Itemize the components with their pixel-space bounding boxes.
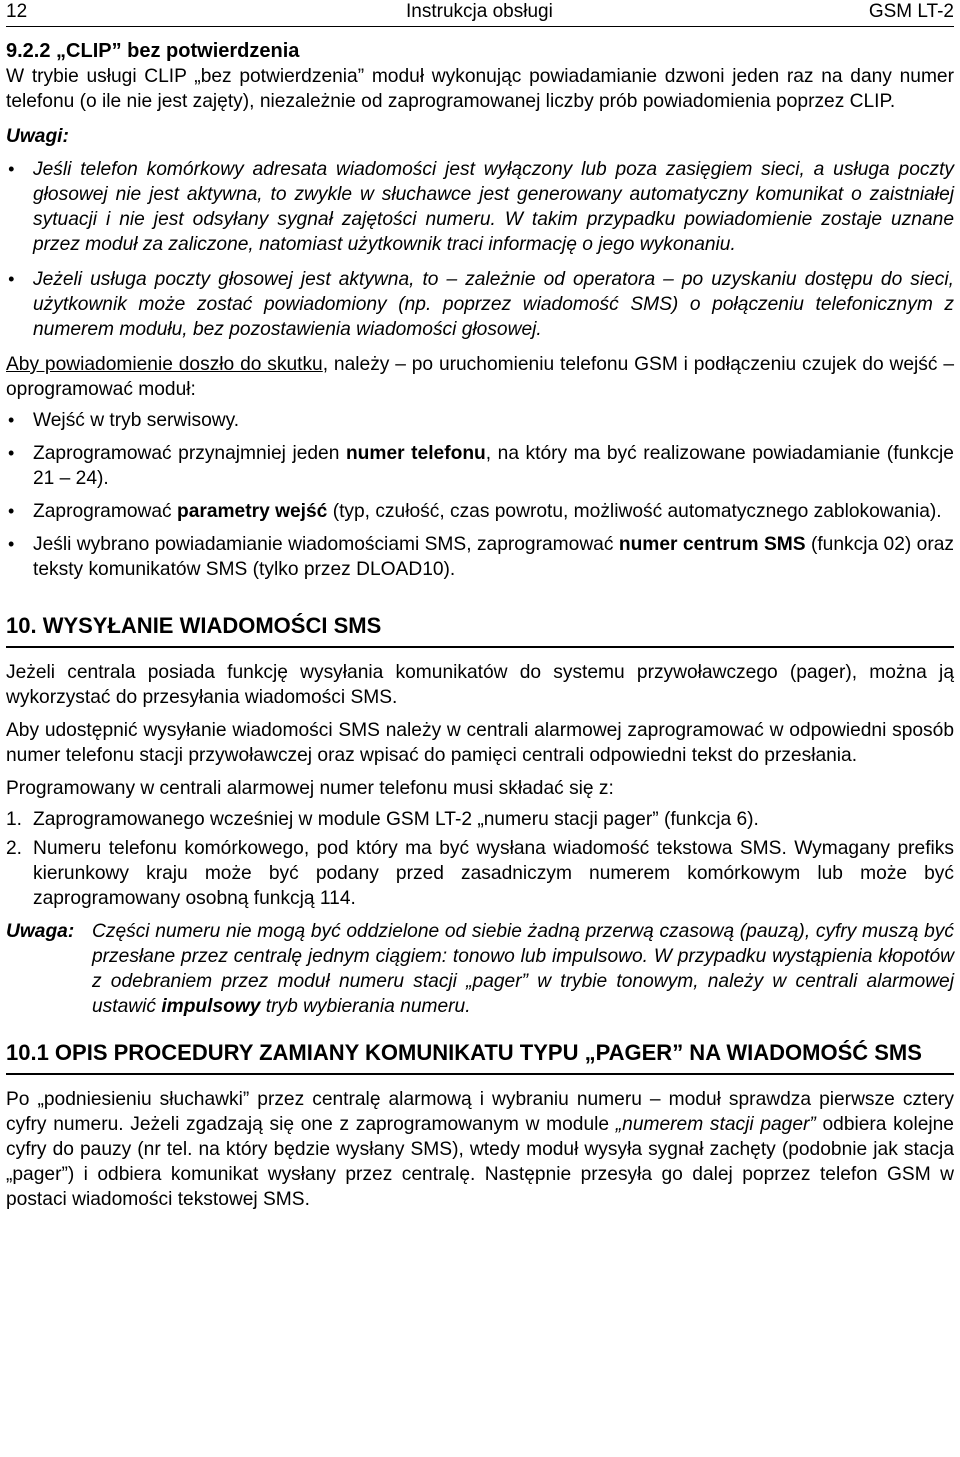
notes-list xyxy=(6,157,954,342)
page-header xyxy=(6,0,954,27)
sms-paragraph-1: Jeżeli centrala posiada funkcję wysyłania komunikatów do systemu przywoławczego (pager), można ją wykorzystać do przesyłania wiadomości SMS. xyxy=(6,662,954,708)
procedure-paragraph xyxy=(6,1087,954,1212)
step-bold: parametry wejść xyxy=(176,501,328,522)
item-text: Zaprogramowanego wcześniej w module GSM LT-2 „numeru stacji pager” (funkcja 6). xyxy=(33,809,759,830)
step-bold: numer telefonu xyxy=(345,443,486,464)
manual-page xyxy=(6,0,954,1212)
item-number: 2. xyxy=(6,838,23,859)
note-text: Części numeru nie mogą być oddzielone od siebie żadną przerwą czasową (pauzą), cyfry muszą być przesłane przez centralę jednym ciągiem: tonowo lub impulsowo. W przypadku wystąpienia kłopotów z odebraniem przez moduł numeru stacji „pager” w trybie tonowym, należy w centrali alarmowej ustawić xyxy=(92,921,954,1017)
section-heading-922: 9.2.2 „CLIP” bez potwierdzenia xyxy=(6,40,300,62)
procedure-text-end: odbiera kolejne cyfry do pauzy (nr tel. na który będzie wysłany SMS), wtedy moduł wysyła sygnał zachęty (podobnie jak stacja „pager”) i odbiera komunikat wysłany przez centralę. Następnie przesyła go dalej poprzez telefon GSM w postaci wiadomości tekstowej SMS. xyxy=(6,1114,954,1210)
number-part-item xyxy=(6,836,954,911)
note-label: Uwaga: xyxy=(6,921,75,942)
requirement-rest: , należy – po uruchomieniu telefonu GSM i podłączeniu czujek do wejść – oprogramować moduł: xyxy=(6,354,954,400)
step-item xyxy=(6,499,954,524)
step-text: , na który ma być realizowane powiadamianie (funkcje 21 – 24). xyxy=(33,443,954,489)
requirement-paragraph xyxy=(6,352,954,402)
step-text: Zaprogramować przynajmniej jeden xyxy=(33,443,346,464)
note-item: • Jeżeli usługa poczty głosowej jest aktywna, to – zależnie od operatora – po uzyskaniu dostępu do sieci, użytkownik może zostać powiadomiony (np. poprzez wiadomość SMS) o połączeniu telefonicznym z numerem modułu, bez pozostawienia wiadomości głosowej. xyxy=(6,267,954,342)
step-item xyxy=(6,532,954,582)
procedure-text: Po „podniesieniu słuchawki” przez centralę alarmową i wybraniu numeru – moduł sprawdza pierwsze cztery cyfry numeru. Jeżeli zgadzają się one z zaprogramowanym w module xyxy=(6,1089,954,1135)
notes-label: Uwagi: xyxy=(6,126,69,147)
header-product: GSM LT-2 xyxy=(868,1,954,22)
step-text: Jeśli wybrano powiadamianie wiadomościami SMS, zaprogramować xyxy=(33,534,619,555)
item-number: 1. xyxy=(6,809,23,830)
steps-list xyxy=(6,408,954,582)
step-text: (funkcja 02) oraz teksty komunikatów SMS (tylko przez DLOAD10). xyxy=(33,534,954,580)
step-item xyxy=(6,441,954,491)
note-bold: impulsowy xyxy=(161,996,261,1017)
section-heading-10: 10. WYSYŁANIE WIADOMOŚCI SMS xyxy=(6,612,954,648)
number-parts-list xyxy=(6,807,954,911)
step-text: Wejść w tryb serwisowy. xyxy=(33,410,240,431)
clip-intro-paragraph: W trybie usługi CLIP „bez potwierdzenia” moduł wykonując powiadamianie dzwoni jeden raz na dany numer telefonu (o ile nie jest zajęty), niezależnie od zaprogramowanej liczby prób powiadomienia poprzez CLIP. xyxy=(6,66,954,112)
step-item xyxy=(6,408,954,433)
sms-paragraph-2: Aby udostępnić wysyłanie wiadomości SMS należy w centrali alarmowej zaprogramować w odpowiedni sposób numer telefonu stacji przywoławczej oraz wpisać do pamięci centrali odpowiedni tekst do przesłania. xyxy=(6,720,954,766)
step-text: (typ, czułość, czas powrotu, możliwość automatycznego zablokowania). xyxy=(327,501,942,522)
procedure-italic: „numerem stacji pager” xyxy=(615,1114,816,1135)
step-text: Zaprogramować xyxy=(33,501,177,522)
step-bold: numer centrum SMS xyxy=(618,534,806,555)
requirement-underlined: Aby powiadomienie doszło do skutku xyxy=(6,354,323,375)
number-part-item xyxy=(6,807,954,832)
header-title: Instrukcja obsługi xyxy=(406,1,553,22)
section-heading-101: 10.1 OPIS PROCEDURY ZAMIANY KOMUNIKATU TYPU „PAGER” NA WIADOMOŚĆ SMS xyxy=(6,1039,954,1075)
page-number: 12 xyxy=(6,1,28,22)
note-text-end: tryb wybierania numeru. xyxy=(260,996,471,1017)
sms-paragraph-3: Programowany w centrali alarmowej numer telefonu musi składać się z: xyxy=(6,778,614,799)
item-text: Numeru telefonu komórkowego, pod który ma być wysłana wiadomość tekstowa SMS. Wymagany prefiks kierunkowy kraju może być podany przed zasadniczym numerem komórkowym lub może być zaprogramowany osobną funkcją 114. xyxy=(33,838,954,909)
note-block xyxy=(6,919,954,1019)
note-item: • Jeśli telefon komórkowy adresata wiadomości jest wyłączony lub poza zasięgiem sieci, a usługa poczty głosowej nie jest aktywna, to zwykle w słuchawce jest generowany automatyczny komunikat o zaistniałej sytuacji i nie jest odsyłany sygnał zajętości numeru. W takim przypadku powiadomienie zostaje uznane przez moduł za zaliczone, natomiast użytkownik traci informację o jego wykonaniu. xyxy=(6,157,954,257)
